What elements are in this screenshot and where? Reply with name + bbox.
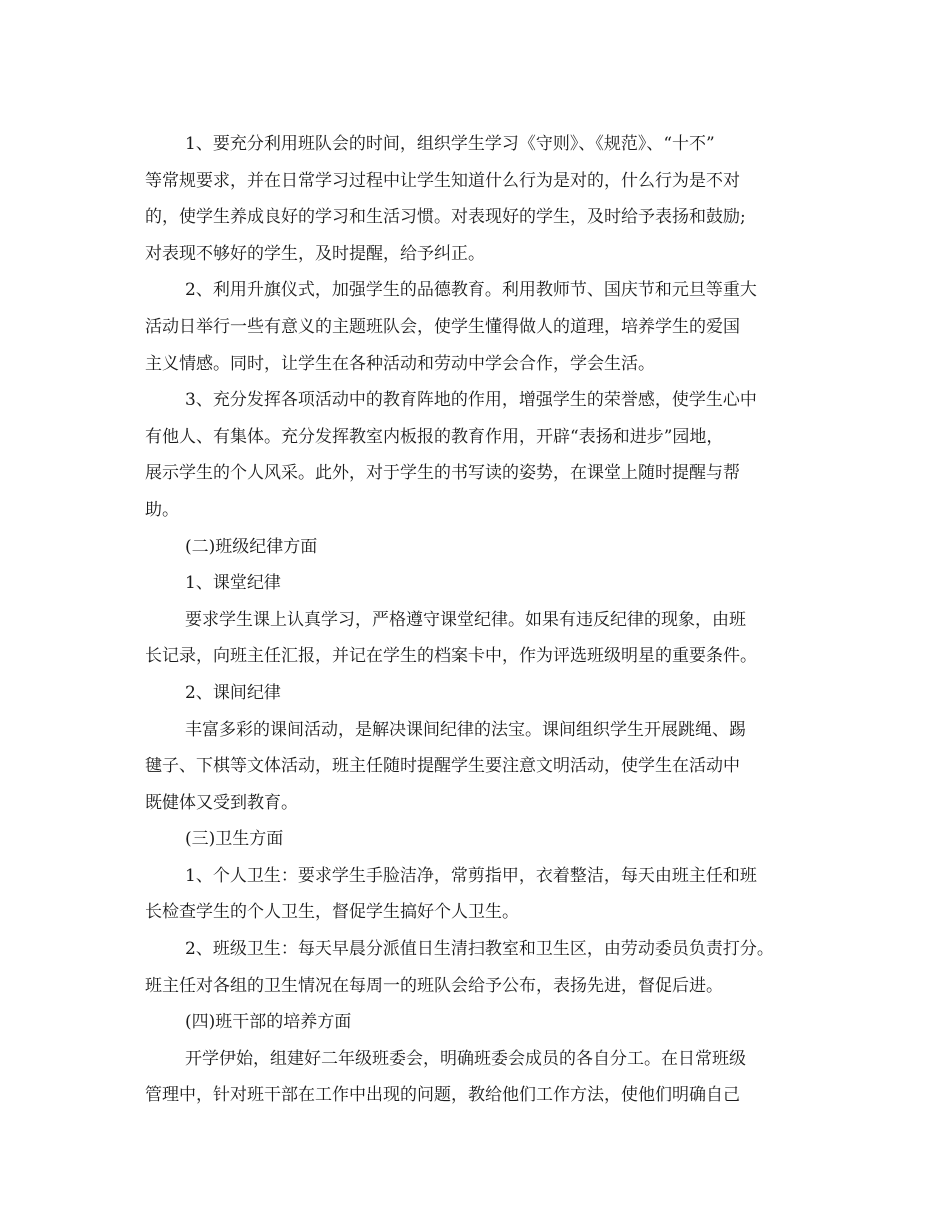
text-line: 毽子、下棋等文体活动，班主任随时提醒学生要注意文明活动，使学生在活动中	[145, 756, 740, 777]
text-line: 1、个人卫生：要求学生手脸洁净，常剪指甲，衣着整洁，每天由班主任和班	[185, 865, 757, 886]
text-line: 要求学生课上认真学习，严格遵守课堂纪律。如果有违反纪律的现象，由班	[185, 609, 746, 630]
text-line: 2、利用升旗仪式，加强学生的品德教育。利用教师节、国庆节和元旦等重大	[185, 280, 757, 301]
text-line: 1、要充分利用班队会的时间，组织学生学习《守则》、《规范》、“十不”	[185, 134, 715, 154]
text-line: 对表现不够好的学生，及时提醒，给予纠正。	[145, 243, 485, 264]
text-line: 2、班级卫生：每天早晨分派值日生清扫教室和卫生区，由劳动委员负责打分。	[185, 939, 774, 960]
text-line: (二)班级纪律方面	[185, 536, 318, 557]
text-line: 1、课堂纪律	[185, 573, 281, 594]
text-line: (四)班干部的培养方面	[185, 1012, 352, 1033]
text-line: 主义情感。同时，让学生在各种活动和劳动中学会合作，学会生活。	[145, 353, 655, 374]
text-line: 管理中，针对班干部在工作中出现的问题，教给他们工作方法，使他们明确自己	[145, 1085, 740, 1106]
text-line: 3、充分发挥各项活动中的教育阵地的作用，增强学生的荣誉感，使学生心中	[185, 390, 757, 411]
text-line: 2、课间纪律	[185, 682, 281, 703]
text-line: 等常规要求，并在日常学习过程中让学生知道什么行为是对的，什么行为是不对	[145, 170, 740, 191]
text-line: 班主任对各组的卫生情况在每周一的班队会给予公布，表扬先进，督促后进。	[145, 975, 723, 996]
document-body	[145, 126, 811, 1114]
text-line: 长检查学生的个人卫生，督促学生搞好个人卫生。	[145, 902, 519, 923]
text-line: 长记录，向班主任汇报，并记在学生的档案卡中，作为评选班级明星的重要条件。	[145, 646, 757, 667]
text-line: 丰富多彩的课间活动，是解决课间纪律的法宝。课间组织学生开展跳绳、踢	[185, 719, 746, 740]
text-line: 的，使学生养成良好的学习和生活习惯。对表现好的学生，及时给予表扬和鼓励;	[145, 207, 746, 228]
text-line: 有他人、有集体。充分发挥教室内板报的教育作用，开辟“表扬和进步”园地，	[145, 426, 724, 447]
text-line: 展示学生的个人风采。此外，对于学生的书写读的姿势，在课堂上随时提醒与帮	[145, 463, 740, 484]
text-line: (三)卫生方面	[185, 829, 284, 850]
text-line: 既健体又受到教育。	[145, 792, 298, 813]
text-line: 助。	[145, 499, 179, 520]
text-line: 活动日举行一些有意义的主题班队会，使学生懂得做人的道理，培养学生的爱国	[145, 316, 740, 337]
text-line: 开学伊始，组建好二年级班委会，明确班委会成员的各自分工。在日常班级	[185, 1048, 746, 1069]
